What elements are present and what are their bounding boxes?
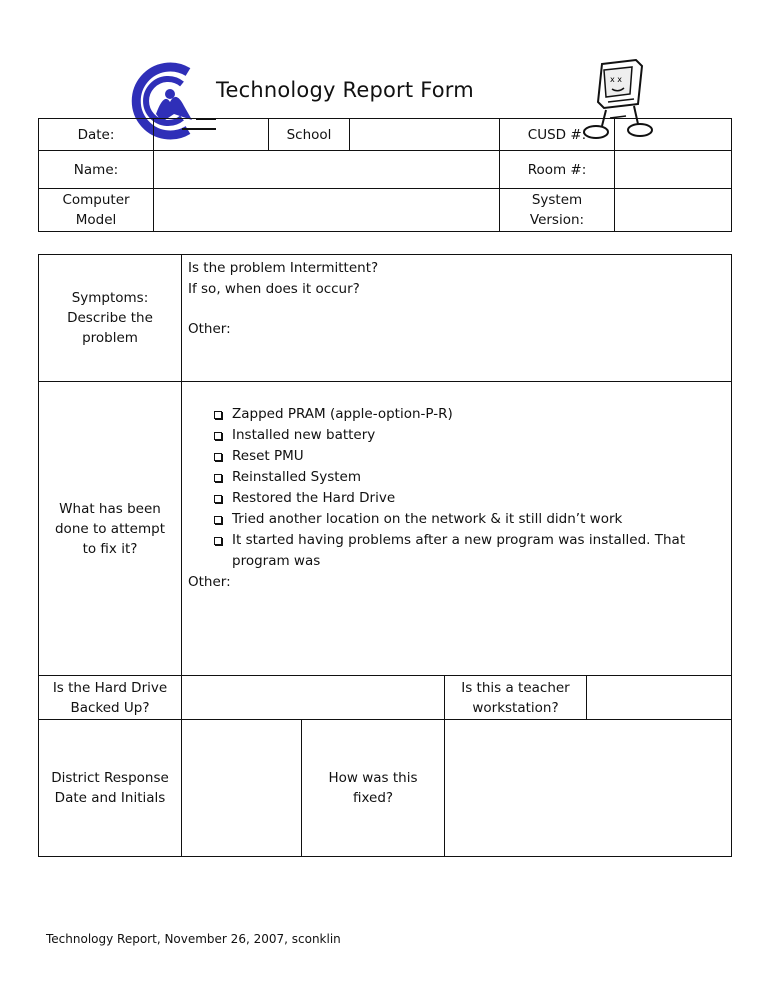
checkbox-icon[interactable] — [214, 516, 222, 524]
checklist-item-label: Reset PMU — [232, 448, 304, 464]
checkbox-icon[interactable] — [214, 411, 222, 419]
how-fixed-label — [302, 720, 445, 857]
info-table — [38, 118, 732, 232]
checklist-item[interactable] — [188, 488, 725, 509]
page-title: Technology Report Form — [216, 78, 474, 102]
checklist-item-label: Zapped PRAM (apple-option-P-R) — [232, 406, 453, 422]
symptoms-label — [39, 255, 182, 382]
hard-drive-backup-label-line1: Is the Hard Drive — [52, 679, 168, 696]
checkbox-icon[interactable] — [214, 495, 222, 503]
attempts-label-line1: What has been — [59, 500, 161, 517]
hard-drive-backup-field[interactable] — [182, 676, 445, 720]
checklist-item-label: Reinstalled System — [232, 469, 361, 485]
school-label: School — [269, 119, 350, 151]
room-label: Room #: — [500, 151, 615, 189]
system-version-label-line2: Version: — [529, 212, 585, 228]
cusd-label: CUSD #: — [500, 119, 615, 151]
hard-drive-backup-label — [39, 676, 182, 720]
checklist-item[interactable] — [188, 425, 725, 446]
attempts-other-label: Other: — [188, 574, 231, 590]
attempts-field[interactable] — [182, 382, 732, 676]
checklist-item[interactable] — [188, 404, 725, 425]
computer-model-label-line2: Model — [75, 212, 117, 228]
how-fixed-label-line2: fixed? — [352, 790, 394, 806]
how-fixed-field[interactable] — [445, 720, 732, 857]
teacher-workstation-field[interactable] — [587, 676, 732, 720]
attempts-label-line3: to fix it? — [82, 540, 138, 557]
district-response-label — [39, 720, 182, 857]
system-version-field[interactable] — [615, 189, 732, 232]
name-field[interactable] — [154, 151, 500, 189]
teacher-workstation-label-line1: Is this a teacher — [461, 679, 570, 696]
checklist-item[interactable] — [188, 530, 725, 572]
name-label: Name: — [39, 151, 154, 189]
checkbox-icon[interactable] — [214, 453, 222, 461]
checklist-item[interactable] — [188, 467, 725, 488]
svg-text:x x: x x — [610, 75, 623, 84]
symptoms-other-label: Other: — [188, 321, 231, 337]
symptoms-question-when: If so, when does it occur? — [188, 281, 360, 297]
attempts-checklist — [188, 404, 725, 572]
date-label: Date: — [39, 119, 154, 151]
teacher-workstation-label-line2: workstation? — [472, 699, 559, 716]
district-response-label-line1: District Response — [51, 770, 169, 786]
room-field[interactable] — [615, 151, 732, 189]
hard-drive-backup-label-line2: Backed Up? — [70, 699, 150, 716]
checklist-item-label: Installed new battery — [232, 427, 376, 443]
symptoms-label-line1: Symptoms: — [71, 290, 149, 306]
symptoms-label-line3: problem — [82, 330, 138, 346]
symptoms-question-intermittent: Is the problem Intermittent? — [188, 260, 379, 276]
teacher-workstation-label — [445, 676, 587, 720]
district-response-field[interactable] — [182, 720, 302, 857]
attempts-label-line2: done to attempt — [54, 520, 165, 537]
date-field[interactable] — [154, 119, 269, 151]
checklist-item-label: Restored the Hard Drive — [232, 490, 396, 506]
checklist-item[interactable] — [188, 509, 725, 530]
symptoms-field[interactable] — [182, 255, 732, 382]
problem-table — [38, 254, 732, 857]
computer-model-field[interactable] — [154, 189, 500, 232]
how-fixed-label-line1: How was this — [328, 770, 418, 786]
footer-text: Technology Report, November 26, 2007, sconklin — [46, 932, 341, 946]
computer-model-label — [39, 189, 154, 232]
checklist-item-label: It started having problems after a new program was installed. That program was — [232, 532, 686, 569]
attempts-label — [39, 382, 182, 676]
checkbox-icon[interactable] — [214, 432, 222, 440]
symptoms-label-line2: Describe the — [67, 310, 153, 326]
school-field[interactable] — [350, 119, 500, 151]
system-version-label — [500, 189, 615, 232]
checkbox-icon[interactable] — [214, 474, 222, 482]
cusd-field[interactable] — [615, 119, 732, 151]
district-response-label-line2: Date and Initials — [54, 790, 166, 806]
checkbox-icon[interactable] — [214, 537, 222, 545]
system-version-label-line1: System — [531, 192, 583, 208]
computer-model-label-line1: Computer — [62, 192, 130, 208]
checklist-item-label: Tried another location on the network & it still didn’t work — [232, 511, 623, 527]
checklist-item[interactable] — [188, 446, 725, 467]
